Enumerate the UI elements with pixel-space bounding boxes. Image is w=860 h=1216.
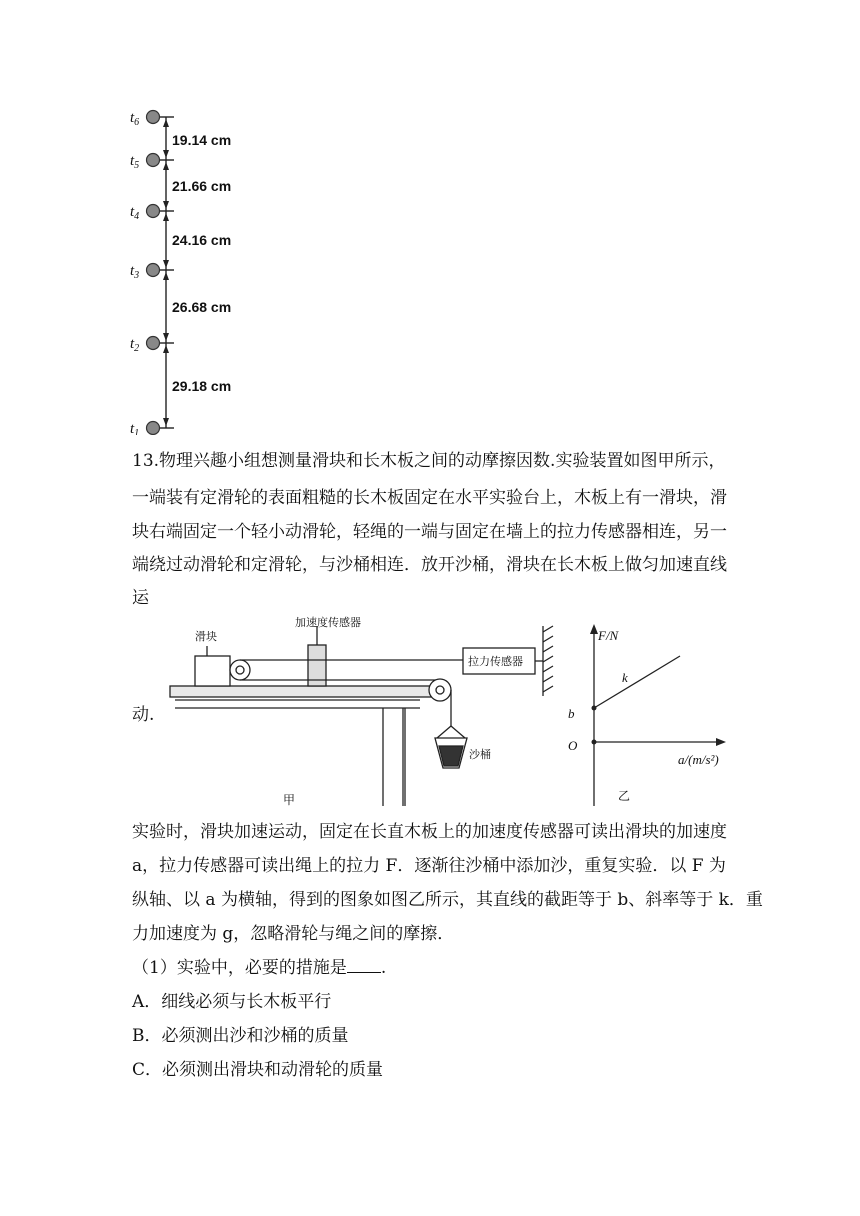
f-a-graph [560,618,730,818]
answer-blank[interactable] [347,958,381,973]
fit-line [594,656,680,708]
option-a: A．细线必须与长木板平行 [132,992,332,1012]
origin-label: O [568,738,578,753]
body-line-4: 力加速度为 g，忽略滑轮与绳之间的摩擦． [132,924,455,944]
accel-sensor-label: 加速度传感器 [295,616,361,629]
subquestion-1 [132,958,386,978]
measure-1: 19.14 cm [172,132,232,148]
measure-2: 21.66 cm [172,178,232,194]
body-line-3: 纵轴、以 a 为横轴，得到的图象如图乙所示，其直线的截距等于 b、斜率等于 k．重 [132,890,763,910]
bucket-label: 沙桶 [469,748,491,761]
body-line-1: 实验时，滑块加速运动，固定在长直木板上的加速度传感器可读出滑块的加速度 [132,822,727,842]
label-t3: $t_3$ [130,263,140,281]
label-t2: $t_2$ [130,336,140,354]
question-line-4: 端绕过动滑轮和定滑轮，与沙桶相连．放开沙桶，滑块在长木板上做匀加速直线 [132,555,727,575]
x-axis-label: a/(m/s²) [678,752,719,767]
intercept-label: b [568,706,575,721]
subquestion-text: （1）实验中，必要的措施是 [132,958,347,978]
ball-t6 [147,111,160,124]
label-t4: $t_4$ [130,204,140,222]
ball-t5 [147,154,160,167]
strobe-diagram [120,105,380,435]
slope-label: k [622,670,628,685]
apparatus-figure [165,608,565,808]
label-t5: $t_5$ [130,153,140,171]
y-axis-label: F/N [598,628,619,643]
question-line-5: 运 [132,588,149,608]
ball-t3 [147,264,160,277]
question-line-1: 13.物理兴趣小组想测量滑块和长木板之间的动摩擦因数.实验装置如图甲所示， [132,451,726,471]
body-line-2: a，拉力传感器可读出绳上的拉力 F．逐渐往沙桶中添加沙，重复实验．以 F 为 [132,856,726,876]
option-c: C．必须测出滑块和动滑轮的质量 [132,1060,384,1080]
option-b: B．必须测出沙和沙桶的质量 [132,1026,349,1046]
slider-label: 滑块 [195,630,217,643]
measure-5: 29.18 cm [172,378,232,394]
question-line-3: 块右端固定一个轻小动滑轮，轻绳的一端与固定在墙上的拉力传感器相连，另一 [132,522,727,542]
question-line-2: 一端装有定滑轮的表面粗糙的长木板固定在水平实验台上，木板上有一滑块，滑 [132,488,727,508]
question-trailing: 动. [132,705,155,725]
ball-t2 [147,337,160,350]
force-sensor-label: 拉力传感器 [468,655,523,668]
ball-t4 [147,205,160,218]
label-t1: $t_1$ [130,421,140,435]
ball-t1 [147,422,160,435]
caption-jia: 甲 [283,793,296,807]
measure-3: 24.16 cm [172,232,232,248]
label-t6: $t_6$ [130,110,140,128]
measure-4: 26.68 cm [172,299,232,315]
subquestion-end: . [380,958,387,978]
caption-yi: 乙 [618,789,631,803]
